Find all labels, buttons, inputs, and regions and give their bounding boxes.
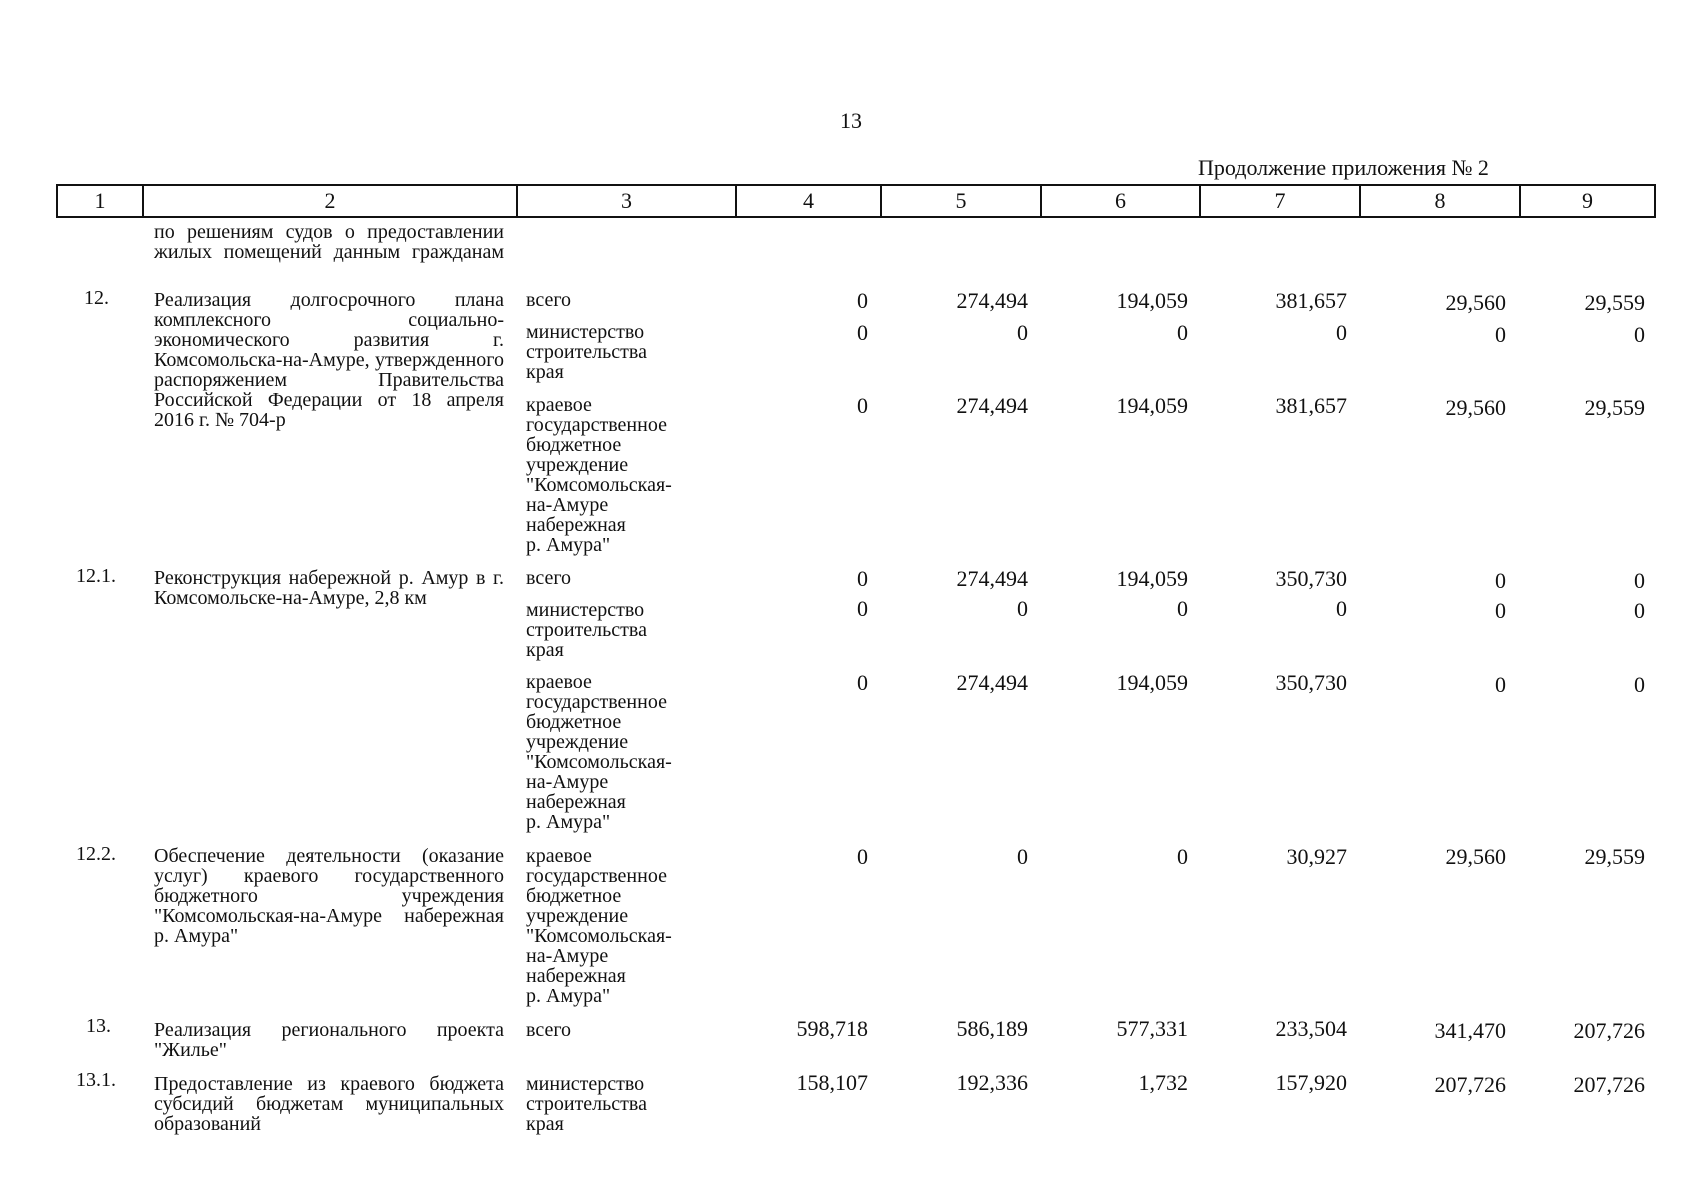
table-row-number: 13. bbox=[86, 1015, 111, 1037]
table-row-number: 12.1. bbox=[76, 565, 116, 587]
table-cell-value: 274,494 bbox=[956, 670, 1028, 695]
table-cell-value: 0 bbox=[1634, 568, 1645, 593]
table-cell-value: 192,336 bbox=[956, 1070, 1028, 1095]
table-cell-value: 29,560 bbox=[1445, 290, 1506, 315]
table-cell-value: 0 bbox=[1634, 322, 1645, 347]
table-cell-value: 274,494 bbox=[956, 566, 1028, 591]
table-cell-value: 0 bbox=[1177, 596, 1188, 621]
table-cell-value: 0 bbox=[1017, 320, 1028, 345]
table-cell-value: 0 bbox=[1017, 596, 1028, 621]
table-cell-value: 350,730 bbox=[1275, 566, 1347, 591]
column-header: 7 bbox=[1201, 186, 1361, 216]
column-header: 9 bbox=[1582, 188, 1593, 213]
table-row-name: Реализация регионального проекта "Жилье" bbox=[154, 1019, 504, 1061]
table-cell-value: 350,730 bbox=[1275, 670, 1347, 695]
table-cell-value: 274,494 bbox=[956, 393, 1028, 418]
table-cell-value: 194,059 bbox=[1116, 393, 1188, 418]
table-cell-executor: всего bbox=[526, 1019, 572, 1041]
table-cell-value: 381,657 bbox=[1275, 393, 1347, 418]
table-row-number: 13.1. bbox=[76, 1069, 116, 1091]
table-cell-value: 29,559 bbox=[1584, 395, 1645, 420]
table-row-name: Реализация долгосрочного плана комплексного социально-экономического развития г. Комсомольска-на-Амуре, утвержденного распоряжением Правительства Российской Федерации от 18 апреля 2016 г. № 704-р bbox=[154, 289, 504, 431]
table-cell-value: 207,726 bbox=[1573, 1072, 1645, 1097]
column-header: 8 bbox=[1361, 186, 1521, 216]
table-cell-value: 341,470 bbox=[1434, 1018, 1506, 1043]
column-header: 2 bbox=[144, 186, 518, 216]
table-cell-value: 29,559 bbox=[1584, 290, 1645, 315]
table-row-name: по решениям судов о предоставлении жилых помещений данным гражданам bbox=[154, 221, 504, 263]
table-cell-value: 29,560 bbox=[1445, 844, 1506, 869]
column-header: 1 bbox=[58, 186, 144, 216]
table-cell-value: 194,059 bbox=[1116, 566, 1188, 591]
table-cell-value: 0 bbox=[1495, 672, 1506, 697]
table-cell-value: 194,059 bbox=[1116, 670, 1188, 695]
table-cell-value: 233,504 bbox=[1275, 1016, 1347, 1041]
table-cell-value: 0 bbox=[857, 844, 868, 869]
column-header-row bbox=[56, 184, 1656, 218]
table-cell-value: 158,107 bbox=[796, 1070, 868, 1095]
table-cell-value: 157,920 bbox=[1275, 1070, 1347, 1095]
table-cell-value: 207,726 bbox=[1573, 1018, 1645, 1043]
table-cell-executor: министерство строительства края bbox=[526, 1073, 647, 1135]
table-cell-value: 0 bbox=[1177, 844, 1188, 869]
table-cell-value: 598,718 bbox=[796, 1016, 868, 1041]
table-cell-value: 0 bbox=[1495, 568, 1506, 593]
table-cell-value: 194,059 bbox=[1116, 288, 1188, 313]
table-cell-value: 0 bbox=[1634, 598, 1645, 623]
table-cell-value: 0 bbox=[857, 393, 868, 418]
table-cell-value: 586,189 bbox=[956, 1016, 1028, 1041]
table-cell-value: 0 bbox=[857, 288, 868, 313]
table-cell-executor: министерство строительства края bbox=[526, 599, 647, 661]
table-cell-value: 29,560 bbox=[1445, 395, 1506, 420]
column-header: 4 bbox=[737, 186, 882, 216]
table-cell-value: 0 bbox=[1177, 320, 1188, 345]
page-number: 13 bbox=[840, 108, 862, 133]
column-header: 3 bbox=[518, 186, 737, 216]
table-row-name: Обеспечение деятельности (оказание услуг) краевого государственного бюджетного учреждения "Комсомольская-на-Амуре набережная р. Амура" bbox=[154, 845, 504, 947]
table-cell-value: 0 bbox=[1336, 320, 1347, 345]
table-cell-value: 0 bbox=[857, 320, 868, 345]
table-cell-executor: министерство строительства края bbox=[526, 321, 647, 383]
column-header: 5 bbox=[882, 186, 1042, 216]
table-cell-value: 274,494 bbox=[956, 288, 1028, 313]
table-cell-executor: всего bbox=[526, 289, 572, 311]
table-cell-value: 30,927 bbox=[1286, 844, 1347, 869]
table-cell-value: 0 bbox=[1495, 598, 1506, 623]
table-cell-value: 0 bbox=[1336, 596, 1347, 621]
table-cell-value: 0 bbox=[1634, 672, 1645, 697]
table-cell-executor: краевое государственное бюджетное учреждение "Комсомольская- на-Амуре набережная р. Амура" bbox=[526, 845, 672, 1007]
table-cell-value: 381,657 bbox=[1275, 288, 1347, 313]
table-cell-value: 29,559 bbox=[1584, 844, 1645, 869]
column-header: 6 bbox=[1042, 186, 1201, 216]
table-cell-value: 0 bbox=[1495, 322, 1506, 347]
table-row-number: 12.2. bbox=[76, 843, 116, 865]
table-row-name: Реконструкция набережной р. Амур в г. Комсомольске-на-Амуре, 2,8 км bbox=[154, 567, 504, 609]
table-cell-value: 1,732 bbox=[1138, 1070, 1188, 1095]
table-cell-executor: всего bbox=[526, 567, 572, 589]
table-row-name: Предоставление из краевого бюджета субсидий бюджетам муниципальных образований bbox=[154, 1073, 504, 1135]
appendix-continuation: Продолжение приложения № 2 bbox=[1198, 155, 1489, 180]
table-cell-value: 0 bbox=[857, 596, 868, 621]
table-cell-executor: краевое государственное бюджетное учреждение "Комсомольская- на-Амуре набережная р. Амура" bbox=[526, 394, 672, 556]
table-cell-value: 577,331 bbox=[1116, 1016, 1188, 1041]
table-cell-value: 207,726 bbox=[1434, 1072, 1506, 1097]
table-cell-executor: краевое государственное бюджетное учреждение "Комсомольская- на-Амуре набережная р. Амура" bbox=[526, 671, 672, 833]
table-cell-value: 0 bbox=[857, 670, 868, 695]
table-cell-value: 0 bbox=[857, 566, 868, 591]
table-row-number: 12. bbox=[84, 287, 109, 309]
table-cell-value: 0 bbox=[1017, 844, 1028, 869]
